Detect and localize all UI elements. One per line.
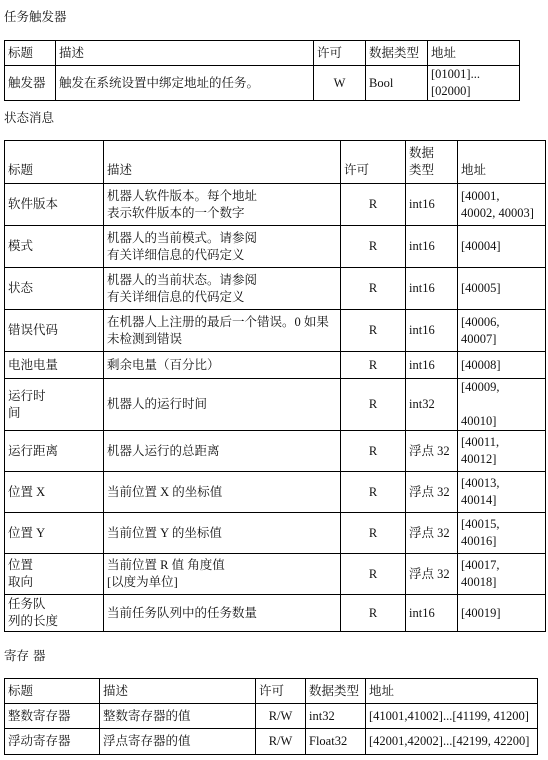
cell-data-type: 浮点 32 [406,431,458,472]
header-title: 标题 [5,41,56,66]
cell-data-type: int16 [406,268,458,310]
trigger-table [4,40,520,101]
cell-title: 任务队 列的长度 [5,595,104,632]
cell-data-type: Bool [366,66,428,101]
header-description: 描述 [100,679,256,704]
cell-permission: R [341,431,406,472]
cell-permission: R [341,226,406,268]
cell-address: [40019] [458,595,546,632]
cell-data-type: int16 [406,352,458,379]
cell-address: [40004] [458,226,546,268]
cell-data-type: 浮点 32 [406,554,458,595]
cell-address: [42001,42002]...[42199, 42200] [366,729,538,755]
table-row [5,729,538,755]
cell-data-type: int32 [406,379,458,431]
table-row [5,352,546,379]
cell-description: 整数寄存器的值 [100,704,256,729]
cell-title: 触发器 [5,66,56,101]
cell-title: 整数寄存器 [5,704,100,729]
header-address: 地址 [458,141,546,184]
cell-title: 浮动寄存器 [5,729,100,755]
header-permission: 许可 [314,41,366,66]
cell-data-type: int16 [406,595,458,632]
cell-description: 机器人的当前模式。请参阅 有关详细信息的代码定义 [104,226,341,268]
cell-address: [40005] [458,268,546,310]
cell-title: 位置 Y [5,513,104,554]
cell-data-type: 浮点 32 [406,472,458,513]
cell-description: 机器人的运行时间 [104,379,341,431]
header-data-type: 数据类型 [366,41,428,66]
table-row [5,704,538,729]
cell-permission: R [341,184,406,226]
section-title-task-trigger: 任务触发器 [4,9,67,24]
table-row [5,379,546,431]
cell-permission: R [341,472,406,513]
cell-data-type: 浮点 32 [406,513,458,554]
cell-address: [40013, 40014] [458,472,546,513]
table-row [5,472,546,513]
header-address: 地址 [366,679,538,704]
cell-title: 状态 [5,268,104,310]
cell-title: 运行时 间 [5,379,104,431]
cell-address: [40011, 40012] [458,431,546,472]
header-data-type: 数据类型 [306,679,366,704]
cell-permission: R [341,554,406,595]
cell-address: [40008] [458,352,546,379]
cell-data-type: int32 [306,704,366,729]
header-permission: 许可 [256,679,306,704]
table-row [5,431,546,472]
register-table [4,678,538,755]
cell-title: 电池电量 [5,352,104,379]
cell-description: 当前位置 Y 的坐标值 [104,513,341,554]
table-header-row [5,41,520,66]
cell-address: [41001,41002]...[41199, 41200] [366,704,538,729]
header-description: 描述 [56,41,314,66]
table-row [5,184,546,226]
cell-data-type: Float32 [306,729,366,755]
cell-address: [40017, 40018] [458,554,546,595]
cell-title: 运行距离 [5,431,104,472]
header-permission: 许可 [341,141,406,184]
cell-description: 触发在系统设置中绑定地址的任务。 [56,66,314,101]
cell-permission: R/W [256,729,306,755]
cell-title: 位置 取向 [5,554,104,595]
cell-title: 位置 X [5,472,104,513]
table-row [5,268,546,310]
status-table [4,140,546,632]
cell-permission: R/W [256,704,306,729]
cell-permission: R [341,595,406,632]
header-address: 地址 [428,41,520,66]
cell-address: [40009, 40010] [458,379,546,431]
cell-data-type: int16 [406,310,458,352]
cell-description: 浮点寄存器的值 [100,729,256,755]
cell-description: 当前位置 X 的坐标值 [104,472,341,513]
header-title: 标题 [5,679,100,704]
cell-data-type: int16 [406,226,458,268]
cell-address: [40001, 40002, 40003] [458,184,546,226]
header-data-type: 数据 类型 [406,141,458,184]
cell-description: 当前任务队列中的任务数量 [104,595,341,632]
cell-permission: R [341,513,406,554]
table-row [5,226,546,268]
header-description: 描述 [104,141,341,184]
table-row [5,595,546,632]
table-header-row [5,679,538,704]
cell-title: 模式 [5,226,104,268]
cell-permission: R [341,379,406,431]
cell-permission: W [314,66,366,101]
cell-description: 机器人软件版本。每个地址 表示软件版本的一个数字 [104,184,341,226]
cell-description: 机器人运行的总距离 [104,431,341,472]
cell-address: [40006, 40007] [458,310,546,352]
cell-title: 错误代码 [5,310,104,352]
cell-address: [40015, 40016] [458,513,546,554]
cell-title: 软件版本 [5,184,104,226]
section-title-registers: 寄存 器 [4,648,46,663]
section-title-status: 状态消息 [4,110,55,125]
cell-address: [01001]...[02000] [428,66,520,101]
table-row [5,513,546,554]
cell-description: 当前位置 R 值 角度值 [以度为单位] [104,554,341,595]
table-row [5,554,546,595]
cell-description: 机器人的当前状态。请参阅 有关详细信息的代码定义 [104,268,341,310]
table-row [5,310,546,352]
cell-permission: R [341,352,406,379]
header-title: 标题 [5,141,104,184]
cell-description: 剩余电量（百分比） [104,352,341,379]
cell-description: 在机器人上注册的最后一个错误。0 如果 未检测到错误 [104,310,341,352]
table-row [5,66,520,101]
cell-permission: R [341,268,406,310]
table-header-row [5,141,546,184]
cell-data-type: int16 [406,184,458,226]
cell-permission: R [341,310,406,352]
